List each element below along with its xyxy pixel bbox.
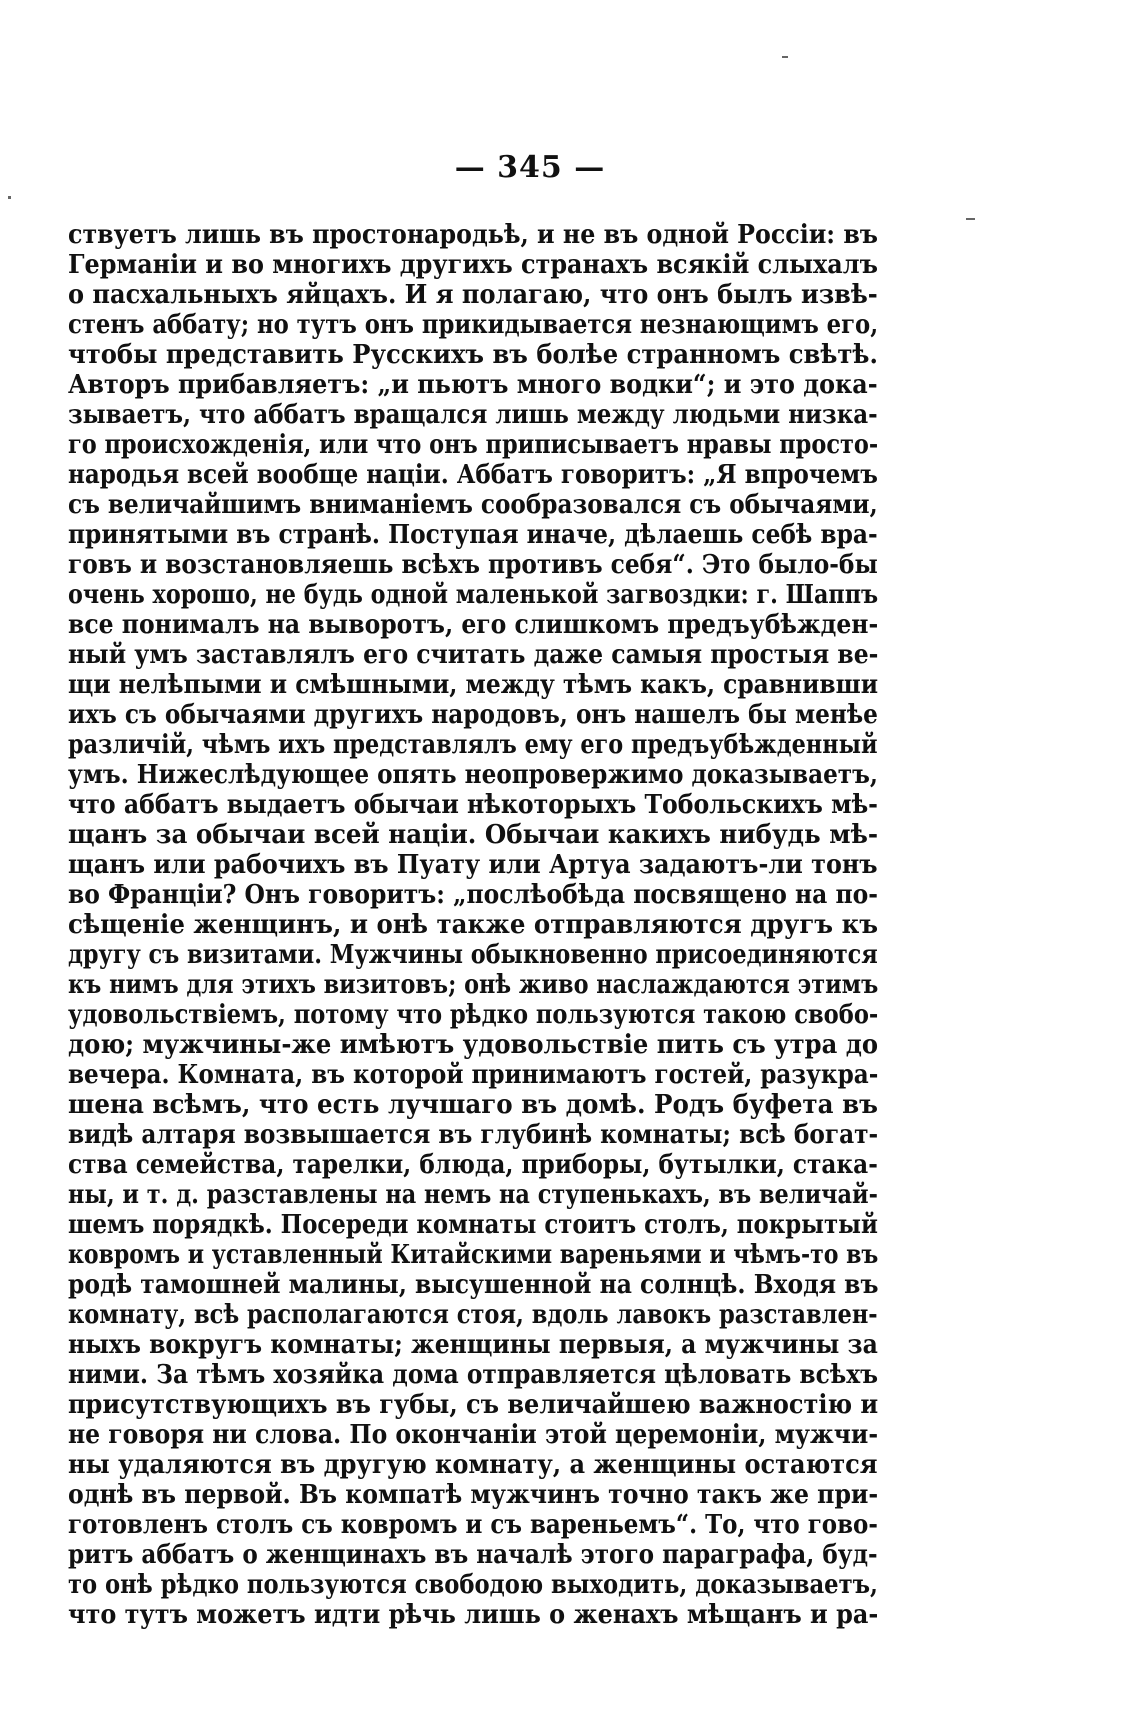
text-line: однѣ въ первой. Въ компатѣ мужчинъ точно такъ же при- (68, 1480, 879, 1510)
text-line: ритъ аббатъ о женщинахъ въ началѣ этого параграфа, буд- (68, 1540, 878, 1570)
text-line: говъ и возстановляешь всѣхъ противъ себя“. Это было-бы (68, 550, 878, 580)
text-line: ный умъ заставлялъ его считать даже самыя простыя ве- (68, 640, 879, 670)
text-line: къ нимъ для этихъ визитовъ; онѣ живо наслаждаются этимъ (68, 970, 879, 1000)
text-line: щи нелѣпыми и смѣшными, между тѣмъ какъ, сравнивши (68, 670, 879, 700)
text-line: дою; мужчины-же имѣютъ удовольствіе пить съ утра до (68, 1030, 879, 1060)
text-line: ныхъ вокругъ комнаты; женщины первыя, а мужчины за (68, 1330, 878, 1360)
text-line: го происхожденія, или что онъ приписываетъ нравы просто- (68, 430, 879, 460)
text-line: то онѣ рѣдко пользуются свободою выходить, доказываетъ, (68, 1570, 878, 1600)
scan-speck (782, 56, 788, 58)
text-line: не говоря ни слова. По окончаніи этой церемоніи, мужчи- (68, 1420, 879, 1450)
text-line: готовленъ столъ съ ковромъ и съ вареньемъ“. То, что гово- (68, 1510, 878, 1540)
text-line: различій, чѣмъ ихъ представлялъ ему его предъубѣжденный (68, 730, 878, 760)
page-number: — 345 — (454, 150, 606, 185)
text-line: щанъ за обычаи всей націи. Обычаи какихъ нибудь мѣ- (68, 820, 879, 850)
body-text (68, 220, 878, 1630)
text-line: съ величайшимъ вниманіемъ сообразовался съ обычаями, (68, 490, 878, 520)
text-line: стенъ аббату; но тутъ онъ прикидывается незнающимъ его, (68, 310, 879, 340)
text-line: принятыми въ странѣ. Поступая иначе, дѣлаешь себѣ вра- (68, 520, 878, 550)
text-line: Авторъ прибавляетъ: „и пьютъ много водки“; и это дока- (68, 370, 878, 400)
scan-speck (966, 218, 975, 220)
text-line: ны, и т. д. разставлены на немъ на ступенькахъ, въ величай- (68, 1180, 878, 1210)
text-line: видѣ алтаря возвышается въ глубинѣ комнаты; всѣ богат- (68, 1120, 879, 1150)
text-line: ствуетъ лишь въ простонародьѣ, и не въ одной Россіи: въ (68, 220, 878, 250)
text-line: что тутъ можетъ идти рѣчь лишь о женахъ мѣщанъ и ра- (68, 1600, 879, 1630)
text-line: ихъ съ обычаями другихъ народовъ, онъ нашелъ бы менѣе (68, 700, 878, 730)
text-line: умъ. Нижеслѣдующее опять неопровержимо доказываетъ, (68, 760, 878, 790)
text-line: ны удаляются въ другую комнату, а женщины остаются (68, 1450, 878, 1480)
text-line: что аббатъ выдаетъ обычаи нѣкоторыхъ Тобольскихъ мѣ- (68, 790, 878, 820)
text-line: родѣ тамошней малины, высушенной на солнцѣ. Входя въ (68, 1270, 879, 1300)
text-line: народья всей вообще націи. Аббатъ говоритъ: „Я впрочемъ (68, 460, 878, 490)
text-line: щанъ или рабочихъ въ Пуату или Артуа задаютъ-ли тонъ (68, 850, 878, 880)
text-line: ковромъ и уставленный Китайскими вареньями и чѣмъ-то въ (68, 1240, 879, 1270)
text-line: присутствующихъ въ губы, съ величайшею важностію и (68, 1390, 879, 1420)
scan-speck (8, 196, 11, 199)
text-line: удовольствіемъ, потому что рѣдко пользуются такою свобо- (68, 1000, 879, 1030)
text-line: сѣщеніе женщинъ, и онѣ также отправляются другъ къ (68, 910, 879, 940)
text-line: шемъ порядкѣ. Посереди комнаты стоитъ столъ, покрытый (68, 1210, 878, 1240)
text-line: о пасхальныхъ яйцахъ. И я полагаю, что онъ былъ извѣ- (68, 280, 878, 310)
text-line: зываетъ, что аббатъ вращался лишь между людьми низка- (68, 400, 878, 430)
text-line: чтобы представить Русскихъ въ болѣе странномъ свѣтѣ. (68, 340, 878, 370)
text-line: во Франціи? Онъ говоритъ: „послѣобѣда посвящено на по- (68, 880, 878, 910)
text-line: все понималъ на выворотъ, его слишкомъ предъубѣжден- (68, 610, 879, 640)
text-line: ними. За тѣмъ хозяйка дома отправляется цѣловать всѣхъ (68, 1360, 879, 1390)
text-line: ства семейства, тарелки, блюда, приборы, бутылки, стака- (68, 1150, 878, 1180)
text-line: комнату, всѣ располагаются стоя, вдоль лавокъ разставлен- (68, 1300, 878, 1330)
text-line: шена всѣмъ, что есть лучшаго въ домѣ. Родъ буфета въ (68, 1090, 878, 1120)
text-line: другу съ визитами. Мужчины обыкновенно присоединяются (68, 940, 878, 970)
text-line: вечера. Комната, въ которой принимаютъ гостей, разукра- (68, 1060, 879, 1090)
text-line: очень хорошо, не будь одной маленькой загвоздки: г. Шаппъ (68, 580, 879, 610)
text-line: Германіи и во многихъ другихъ странахъ всякій слыхалъ (68, 250, 878, 280)
